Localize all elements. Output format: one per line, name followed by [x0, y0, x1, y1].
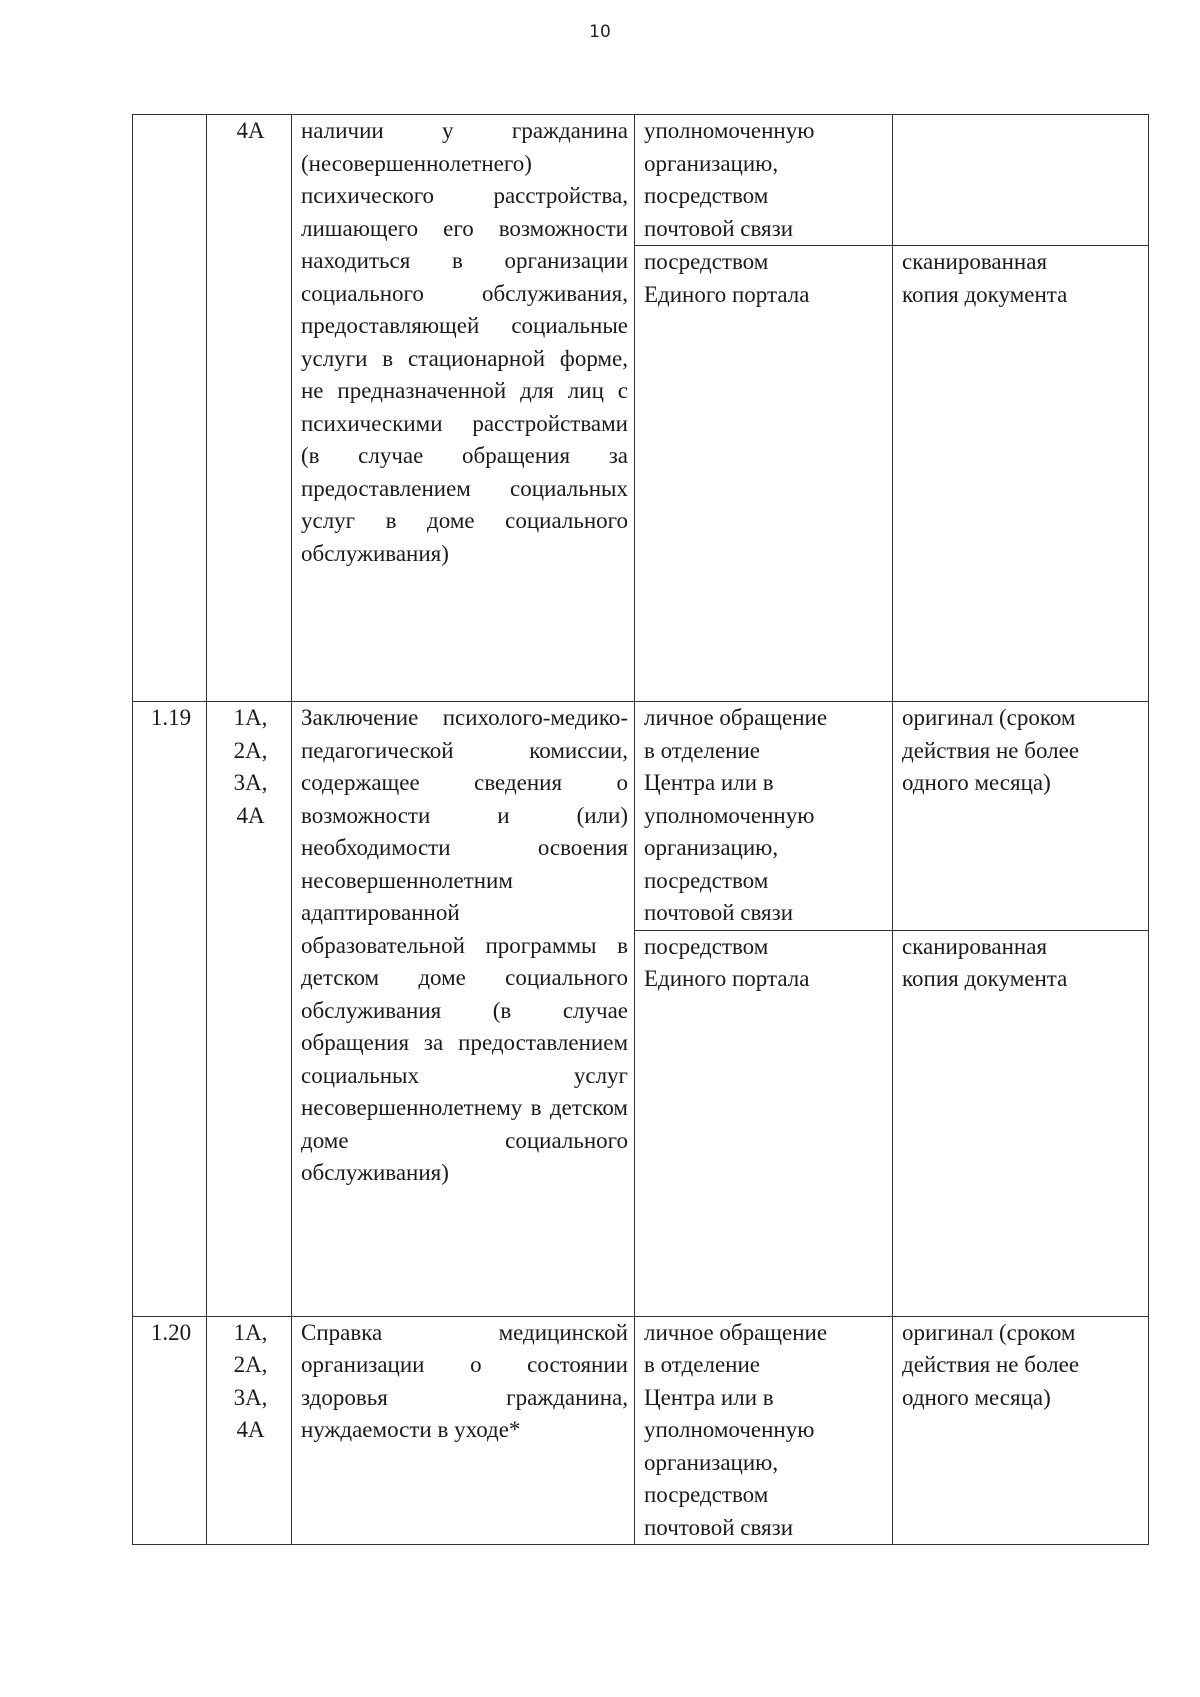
category: 2А,	[233, 1352, 268, 1377]
submission-method: уполномоченную организацию, посредством почтовой связи	[635, 115, 893, 246]
row-number	[133, 115, 207, 702]
row-number: 1.20	[133, 1316, 207, 1545]
row-categories	[207, 702, 292, 1317]
table-row	[133, 115, 1149, 246]
submission-method: посредством Единого портала	[635, 930, 893, 1316]
category: 3А,	[233, 770, 268, 795]
category: 4А	[236, 1417, 265, 1442]
document-description: Заключение психолого-медико-педагогической комиссии, содержащее сведения о возможности и (или) необходимости освоения несовершеннолетним адаптированной образовательной программы в детском доме социального обслуживания (в случае обращения за предоставлением социальных услуг несовершеннолетнему в детском доме социального обслуживания)	[292, 702, 635, 1317]
document-form: оригинал (сроком действия не более одного месяца)	[893, 702, 1149, 931]
category: 1А,	[233, 705, 268, 730]
submission-method: личное обращение в отделение Центра или в уполномоченную организацию, посредством почтовой связи	[635, 1316, 893, 1545]
table-row	[133, 702, 1149, 931]
document-form	[893, 115, 1149, 246]
document-form: оригинал (сроком действия не более одного месяца)	[893, 1316, 1149, 1545]
category: 3А,	[233, 1384, 268, 1410]
row-number: 1.19	[133, 702, 207, 1317]
row-categories	[207, 115, 292, 702]
category: 4А	[236, 118, 265, 143]
table-row	[133, 1316, 1149, 1545]
document-form: сканированная копия документа	[893, 930, 1149, 1316]
category: 2А,	[233, 737, 268, 763]
page-number: 10	[589, 22, 611, 42]
row-categories	[207, 1316, 292, 1545]
document-description: Справка медицинской организации о состоянии здоровья гражданина, нуждаемости в уходе*	[292, 1316, 635, 1545]
document-form: сканированная копия документа	[893, 246, 1149, 702]
submission-method: посредством Единого портала	[635, 246, 893, 702]
category: 4А	[236, 802, 265, 828]
documents-table	[132, 114, 1149, 1545]
document-description: наличии у гражданина (несовершеннолетнего) психического расстройства, лишающего его возможности находиться в организации социального обслуживания, предоставляющей социальные услуги в стационарной форме, не предназначенной для лиц с психическими расстройствами (в случае обращения за предоставлением социальных услуг в доме социального обслуживания)	[292, 115, 635, 702]
category: 1А,	[233, 1319, 268, 1345]
submission-method: личное обращение в отделение Центра или в уполномоченную организацию, посредством почтовой связи	[635, 702, 893, 931]
